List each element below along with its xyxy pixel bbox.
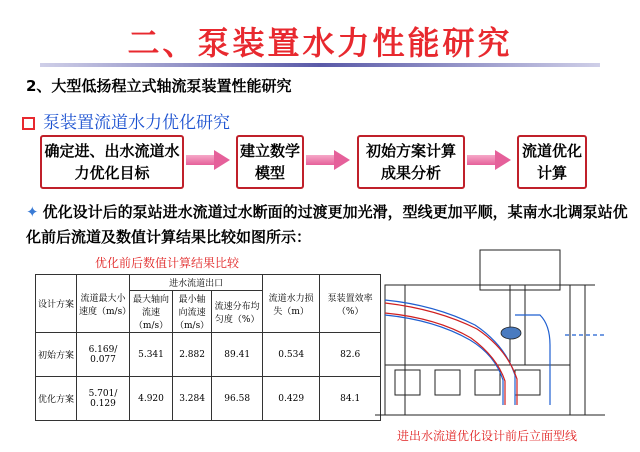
flow-step-1 — [40, 135, 184, 189]
flow-step-4 — [517, 135, 587, 189]
page-title: 二、泵装置水力性能研究 — [127, 24, 513, 62]
header-scheme: 设计方案 — [36, 275, 77, 333]
flow-step-3-label: 初始方案计算成果分析 — [365, 142, 456, 182]
header-uniformity: 流速分布均匀度（%） — [212, 291, 263, 333]
arrow-right-icon — [467, 150, 511, 170]
cell-min-axial: 2.882 — [173, 333, 212, 377]
star-bullet-icon: ✦ — [26, 203, 39, 221]
cell-min-axial: 3.284 — [173, 377, 212, 421]
flow-step-3 — [357, 135, 465, 189]
cell-scheme: 初始方案 — [36, 333, 77, 377]
cell-efficiency: 82.6 — [320, 333, 381, 377]
cell-velocity: 5.701/ 0.129 — [77, 377, 130, 421]
results-table — [35, 274, 381, 421]
header-inlet-outlet: 进水流道出口 — [130, 275, 263, 291]
subtitle: 2、大型低扬程立式轴流泵装置性能研究 — [26, 77, 292, 95]
header-min-axial: 最小轴向流速（m/s） — [173, 291, 212, 333]
cell-velocity: 6.169/ 0.077 — [77, 333, 130, 377]
cell-max-axial: 5.341 — [130, 333, 173, 377]
cell-efficiency: 84.1 — [320, 377, 381, 421]
table-caption: 优化前后数值计算结果比较 — [95, 256, 240, 270]
cell-uniformity: 89.41 — [212, 333, 263, 377]
table-row — [36, 333, 381, 377]
section-heading — [22, 108, 230, 133]
cell-loss: 0.534 — [263, 333, 320, 377]
arrow-right-icon — [306, 150, 350, 170]
table-row — [36, 377, 381, 421]
paragraph-text: 优化设计后的泵站进水流道过水断面的过渡更加光滑，型线更加平顺，某南水北调泵站优化前后流道及数值计算结果比较如图所示： — [26, 203, 628, 246]
table-header-row — [36, 275, 381, 291]
header-max-velocity: 流道最大小速度（m/s） — [77, 275, 130, 333]
header-loss: 流道水力损失（m） — [263, 275, 320, 333]
description-paragraph — [26, 200, 631, 250]
flow-step-2-label: 建立数学模型 — [239, 142, 300, 182]
header-max-axial: 最大轴向流速（m/s） — [130, 291, 173, 333]
cell-uniformity: 96.58 — [212, 377, 263, 421]
title-divider — [40, 63, 600, 67]
section-label: 泵装置流道水力优化研究 — [43, 113, 230, 133]
flow-step-4-label: 流道优化计算 — [521, 142, 582, 182]
header-efficiency: 泵装置效率（%） — [320, 275, 381, 333]
cell-loss: 0.429 — [263, 377, 320, 421]
pump-station-elevation-drawing — [365, 245, 615, 425]
cell-scheme: 优化方案 — [36, 377, 77, 421]
flow-step-2 — [236, 135, 304, 189]
square-bullet-icon — [22, 117, 35, 130]
arrow-right-icon — [186, 150, 230, 170]
figure-caption: 进出水流道优化设计前后立面型线 — [397, 429, 578, 443]
flow-step-1-label: 确定进、出水流道水力优化目标 — [44, 142, 180, 182]
cell-max-axial: 4.920 — [130, 377, 173, 421]
